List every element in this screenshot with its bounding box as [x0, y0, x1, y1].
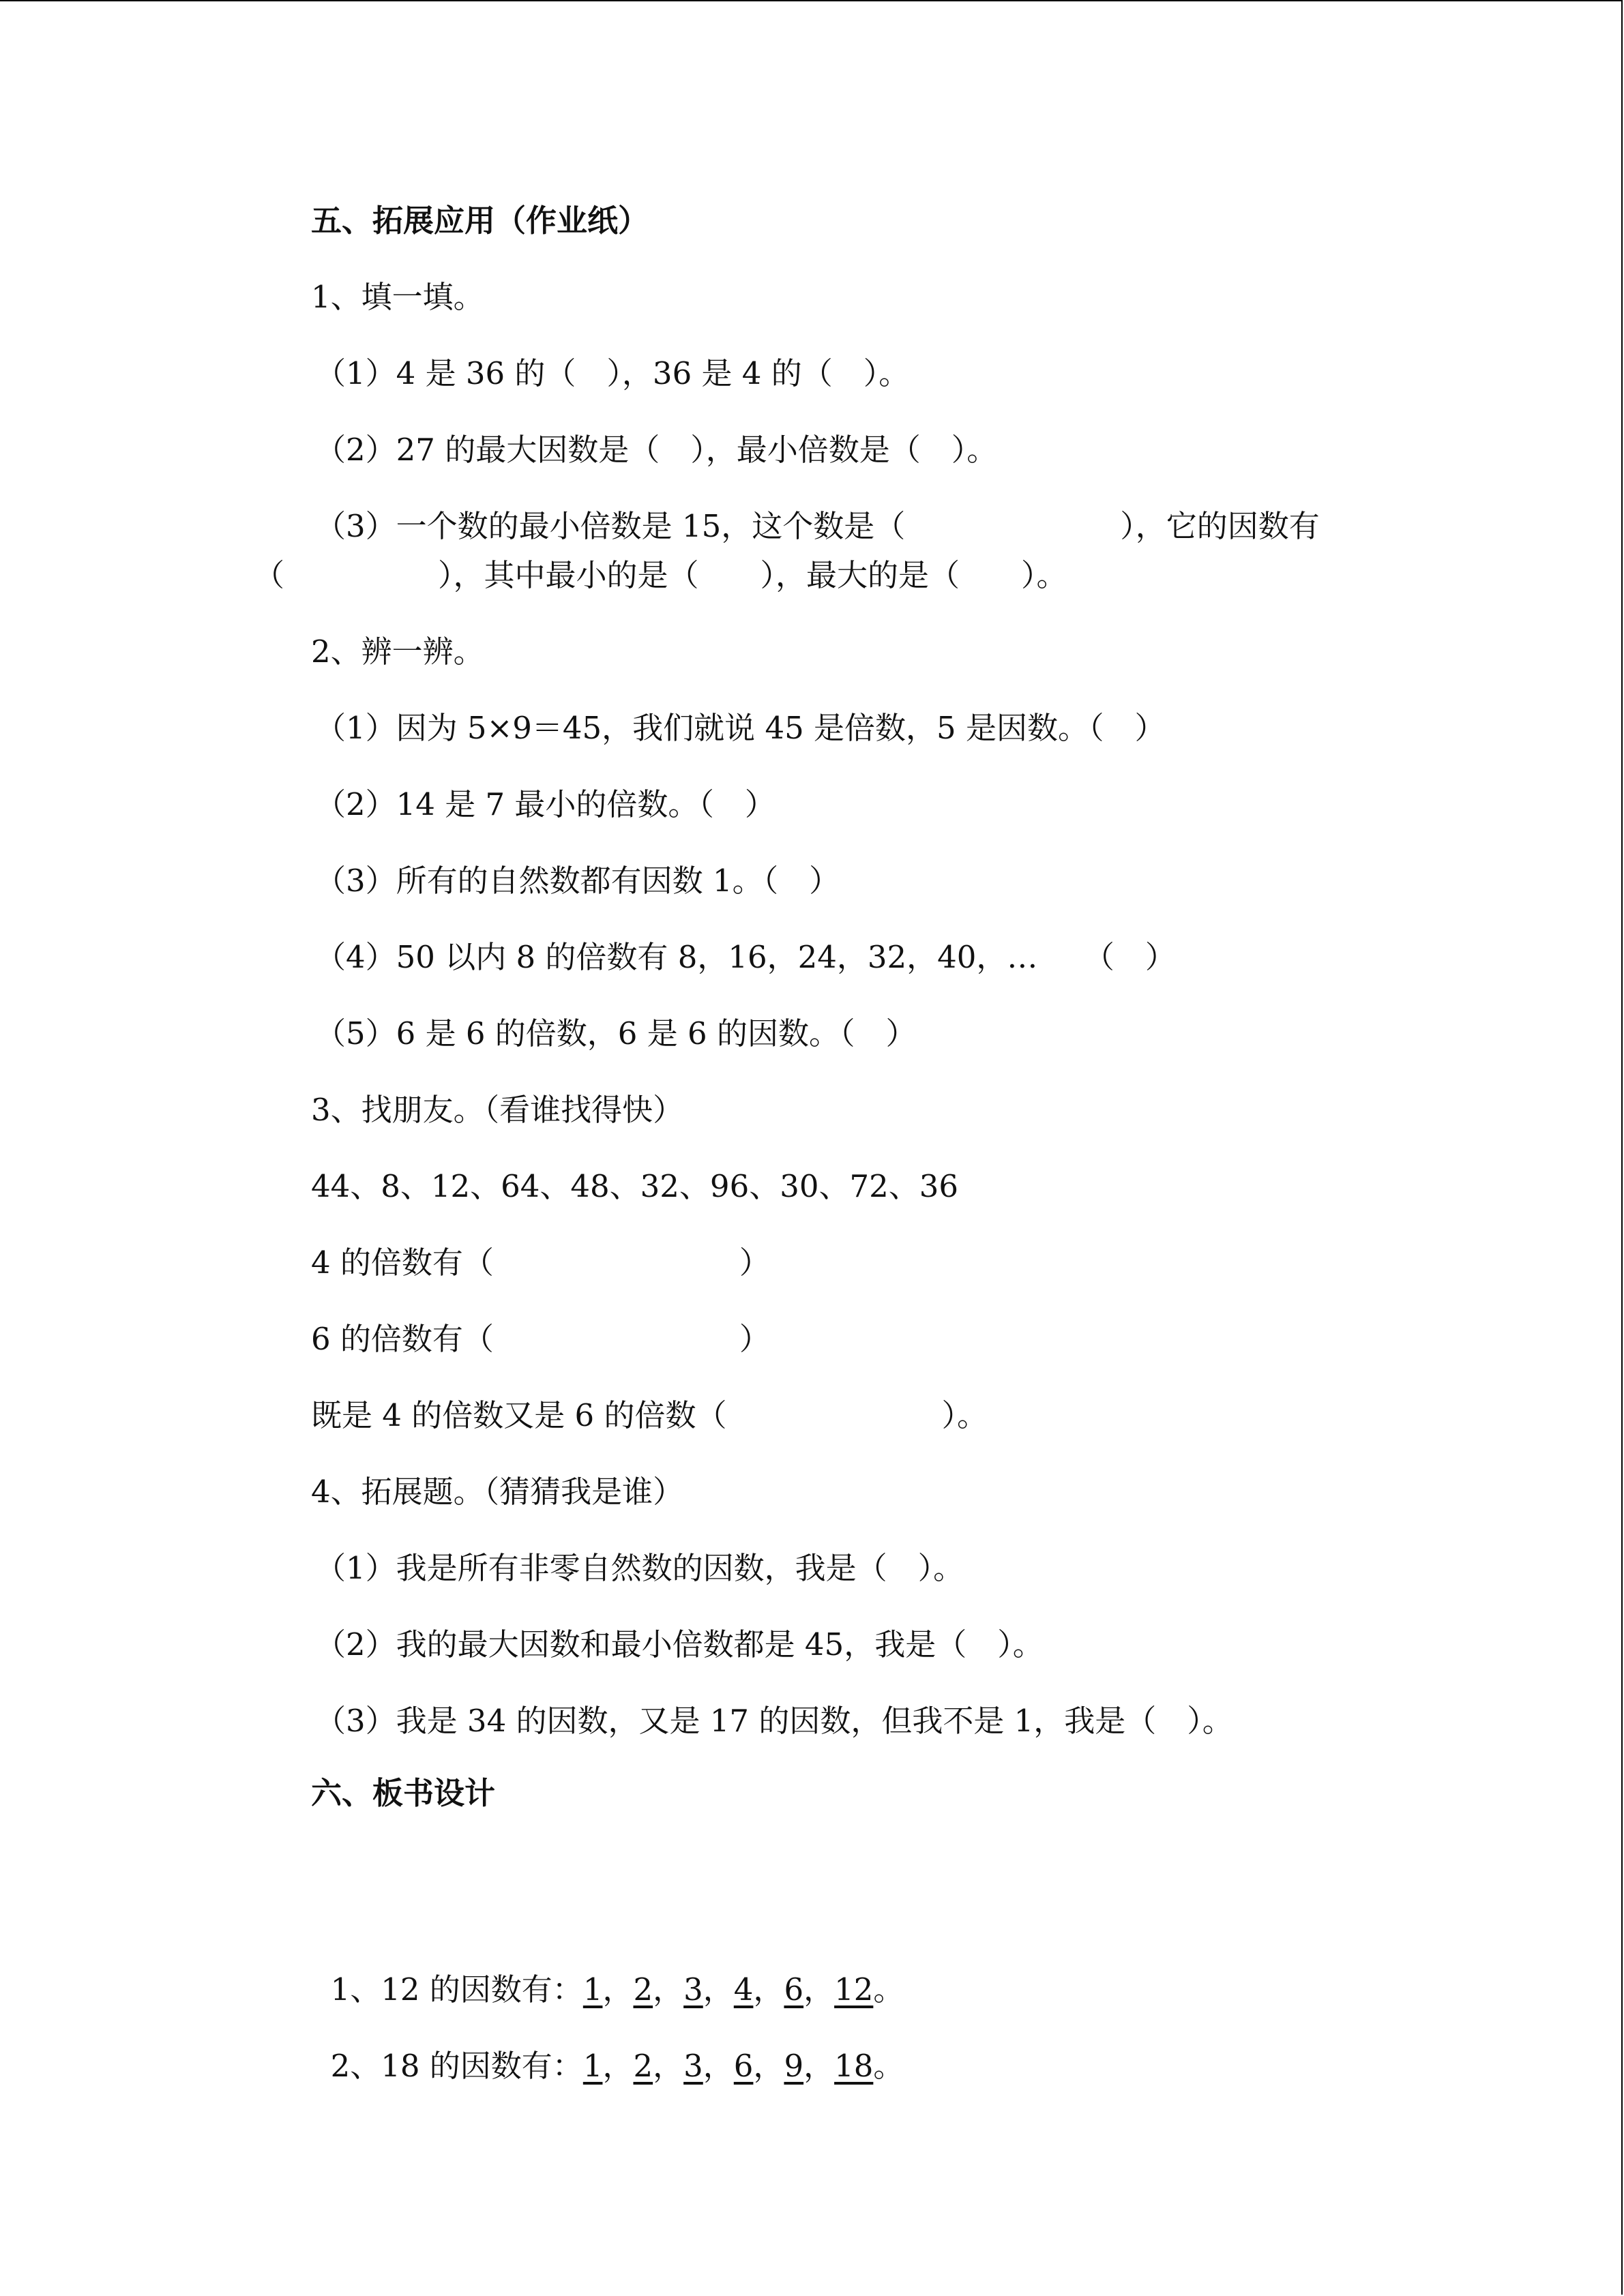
factor: 3 [683, 2048, 703, 2084]
question-3-item-3: 既是 4 的倍数又是 6 的倍数（ ）。 [311, 1397, 988, 1433]
separator: ， [803, 2048, 835, 2084]
factor: 9 [784, 2048, 804, 2084]
separator: ， [653, 1971, 684, 2008]
question-1-item-2: （2）27 的最大因数是（ ），最小倍数是（ ）。 [315, 432, 998, 468]
question-4-item-1: （1）我是所有非零自然数的因数，我是（ ）。 [315, 1550, 964, 1586]
question-2-title: 2、辨一辨。 [311, 633, 484, 670]
question-1-item-3-continued: （ ），其中最小的是（ ），最大的是（ ）。 [254, 557, 1067, 593]
question-3-item-2: 6 的倍数有（ ） [311, 1321, 770, 1357]
section-five-heading: 五、拓展应用（作业纸） [311, 203, 649, 239]
separator: ， [753, 2048, 784, 2084]
factor: 2 [633, 1971, 653, 2008]
factor: 2 [633, 2048, 653, 2084]
factor: 1 [582, 2048, 603, 2084]
question-1-item-3: （3）一个数的最小倍数是 15，这个数是（ ），它的因数有 [315, 508, 1320, 544]
separator: ， [602, 1971, 634, 2008]
board-row-2 [311, 2005, 904, 2087]
question-4-item-2: （2）我的最大因数和最小倍数都是 45，我是（ ）。 [315, 1626, 1044, 1663]
factor: 1 [582, 1971, 603, 2008]
separator: ， [753, 1971, 784, 2008]
board-row-2-prefix: 2、18 的因数有： [330, 2048, 583, 2084]
row-end: 。 [873, 2048, 904, 2084]
separator: ， [703, 2048, 734, 2084]
separator: ， [703, 1971, 734, 2008]
factor: 3 [683, 1971, 703, 2008]
question-3-title: 3、找朋友。（看谁找得快） [311, 1092, 684, 1128]
factor: 18 [834, 2048, 874, 2084]
question-2-item-2: （2）14 是 7 最小的倍数。（ ） [315, 786, 776, 822]
question-1-title: 1、填一填。 [311, 279, 484, 315]
question-3-number-list: 44、8、12、64、48、32、96、30、72、36 [311, 1168, 958, 1204]
factor: 4 [733, 1971, 754, 2008]
separator: ， [653, 2048, 684, 2084]
row-end: 。 [873, 1971, 904, 2008]
factor: 12 [834, 1971, 874, 2008]
factor: 6 [733, 2048, 754, 2084]
question-4-title: 4、拓展题。（猜猜我是谁） [311, 1474, 684, 1510]
question-1-item-1: （1）4 是 36 的（ ），36 是 4 的（ ）。 [315, 355, 910, 391]
separator: ， [602, 2048, 634, 2084]
board-row-1 [311, 1928, 904, 2010]
board-row-1-prefix: 1、12 的因数有： [330, 1971, 583, 2008]
question-2-item-3: （3）所有的自然数都有因数 1。（ ） [315, 863, 840, 899]
factor: 6 [784, 1971, 804, 2008]
question-2-item-4: （4）50 以内 8 的倍数有 8，16，24，32，40，… （ ） [315, 939, 1176, 975]
separator: ， [803, 1971, 835, 2008]
question-3-item-1: 4 的倍数有（ ） [311, 1244, 770, 1281]
question-2-item-1: （1）因为 5×9＝45，我们就说 45 是倍数，5 是因数。（ ） [315, 710, 1166, 746]
question-2-item-5: （5）6 是 6 的倍数，6 是 6 的因数。（ ） [315, 1015, 917, 1052]
question-4-item-3: （3）我是 34 的因数，又是 17 的因数，但我不是 1，我是（ ）。 [315, 1703, 1233, 1739]
section-six-heading: 六、板书设计 [311, 1775, 496, 1811]
